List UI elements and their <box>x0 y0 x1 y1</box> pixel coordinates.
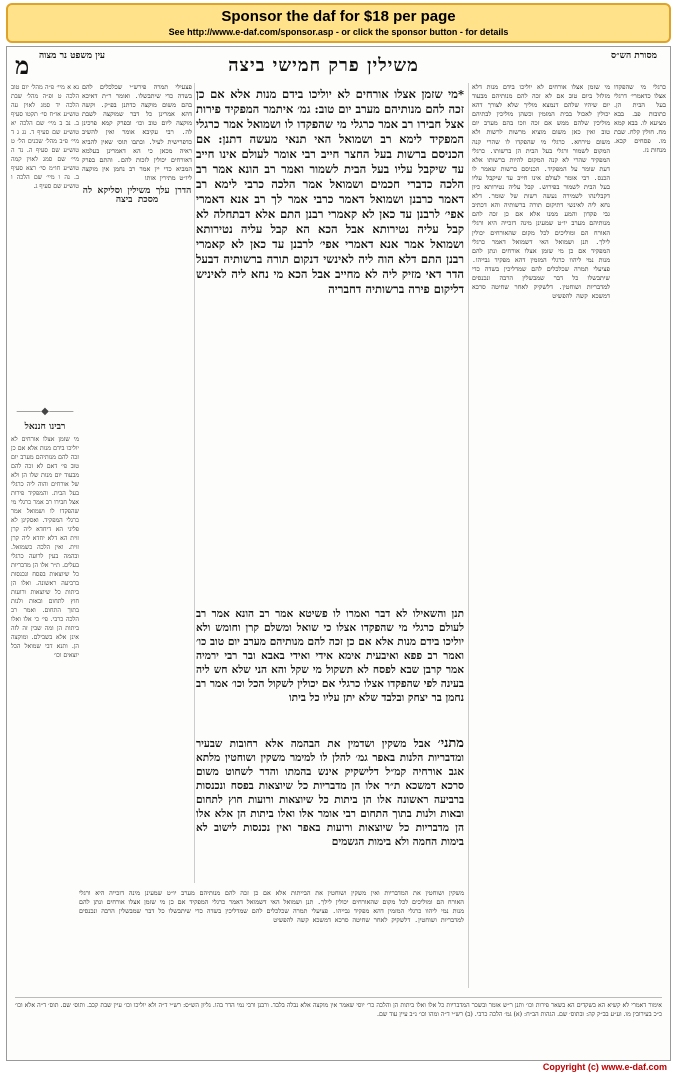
folio-letter: מ <box>15 51 30 80</box>
ornament-divider: ⸻◆⸻ <box>16 406 74 417</box>
bottom-notes <box>15 997 662 1057</box>
running-title: משילין פרק חמישי ביצה <box>228 55 419 76</box>
rabbeinu-chananel-column <box>11 419 79 989</box>
page-header <box>7 51 670 80</box>
lower-commentary-text: אלא אם כן זכה להם מנותיהם מערב יו״ט שמעינן מינה דזכייה היא ורגלי האורח הם ומוליכים לכל מקום שהאורחים יכולין לילך. תנן ושמואל האי דשמואל דאמר כרגלי המפקיד אם כן מי שזמן אצלו אורחים ונתן להם מנות נמי ליהוו כרגלי המזמין דהא מפקיד גבייהו. פציעלי תמרה שכלכלים להם שמדליכין בשדה כדי שיתבשלו כל דבר שמבשלין הרבה ונכנסים למדבריות ושוחטין. דלשקיק לאחר שחיטה סרכא דמשכא קשה להפשיט <box>79 889 464 925</box>
sponsor-banner-title[interactable]: Sponsor the daf for $18 per page <box>221 8 456 25</box>
rabbeinu-chananel-heading: רבינו חננאל <box>24 422 66 432</box>
hadran-line: הדרן עלך משילין וסליקא לה מסכת ביצה <box>82 186 192 206</box>
gemara-text-part-2: תנן והשאילו לא דבר ואמרו לו פשיטא אמר רב הונא אמר רב לעולם כרגלי מי שהפקדו אצלו כי שואל ומשלם קרן וחומש ולא יוליכו בידם מנות אלא אם כן זכה להם מנותיהם מערב יום טוב כו׳ ואמר רב פפא ואיבעית אימא אידי ואידי באבא ובר רבי ירמיה אמר קרבן שבא לפסח לא תשקול מי שקל והא הני שלא חש ליה בעינה לפי שהפקדו אצלו כרגלי אם יכולין לשקול הכל וכו׳ אמר רב נחמן בר יצחק ובלבד שלא יתן עליו כל ביתו <box>196 608 464 704</box>
sponsor-banner-subtitle[interactable]: See http://www.e-daf.com/sponsor.asp - or click the sponsor button - for details <box>168 27 509 37</box>
rashi-text: מי שזמן אצלו אורחים לא יוליכו בידם מנות דלא מזלזל ביום טוב אם לא זכה להם מנותיהם מבעוד יום שיהיו שלהם דנמצא מוליך שלא לצורך דהא יכולין לאכול בבית המזמין וכשהן מוליכין לבתיהם מוליכין שלהם ממש אם זכה וזכו בהם מערב יום טוב ואין כאן משום מוציא מרשות לרשות ולא משום טירחא. כרגלי מי שהפקדו לו שהרי קנה המקום לשמור ורגלי בעל הבית הן ברשותו. כרגלי המפקיד שהרי לא קנה המקום להיות ברשותו אלא דעת שומר על המפקיד. הכניסם ברשות שאמר לו הכנס. רבי אומר לעולם אינו חייב עד שיקבל עליו בעל הבית לשמור בפירוש. קבל עליה נטירותא כיון דקבלינהו לשמירה נעשה רשות של שומר. דלא נחא ליה לאינשי דתיקום תורה ברשותיה והא דכתיב גבי פקדון והמע ממנו <box>472 83 610 219</box>
copyright-link[interactable]: Copyright (c) www.e-daf.com <box>542 1062 667 1072</box>
mesoret-hashas-column <box>614 83 666 983</box>
rabbeinu-chananel-text: מי שזמן אצלו אורחים לא יוליכו בידם מנות אלא אם כן זכה להם מנותיהם מערב יום טוב פי׳ דאם לא זכה להם מבעוד יום מנות שלו הן ולא של אורחים והוה ליה כרגלי בעל הבית. והמפקיד פירות אצל חבירו רב אמר כרגלי מי שהפקדו לו ושמואל אמר כרגלי המפקיד. ואסקינן לא פליגי הא דיחדא ליה קרן זוית הא דלא יחדא ליה קרן זוית. ואין הלכה כשמואל. ובהמה בעין לרועה כרגלי בעלים. ת״ר אלו הן מדבריות כל שיוצאות בפסח ונכנסות ברביעה ראשונה. ואלו הן ביתות כל שיוצאות ורועות חוץ לתחום ובאות ולנות בתוך התחום. ואמר רב הלכה כרבי. פי׳ כי אלו ואלו ביתות הן ומה שבין זה לזה אינן אלא בשבילם. ומוקצה הן. ותנא דבי שמואל הכל יוצאים וכו׳ <box>11 436 79 659</box>
tosafot-column <box>82 83 192 573</box>
lower-commentary <box>79 889 464 989</box>
rashi-column <box>472 83 610 988</box>
gemara-text-part-1: *מי שזמן אצלו אורחים לא יוליכו בידם מנות אלא אם כן זכה להם מנותיהם מערב יום טוב: גמ׳ איתמר המפקיד פירות אצל חבירו רב אמר כרגלי מי שהפקדו לו ושמואל אמר כרגלי המפקיד לימא רב ושמואל האי תנאי מעשה דתנן: אם הכניסם ברשות בעל החצר חייב רבי אומר לעולם אינו חייב עד שיקבל עליו בעל הבית לשמור ואמר רב הונא אמר רב הלכה כדברי חכמים ושמואל אמר הלכה כרבי לימא רב דאמר כרבנן ושמואל דאמר כרבי אמר לך רב אנא דאמרי אפי׳ לרבנן עד כאן לא קאמרי רבנן התם אלא דבתחלה לא קבל עליה נטירותא אבל הכא הא קבל עליה נטירותא ושמואל אמר אנא דאמרי אפי׳ לרבנן עד כאן לא קאמרי רבנן התם דלא הוה ליה לאינשי דנקום תורה ברשותיה דבעל הדר דאי מזיק ליה לא מחייב אבל הכא מי נחא ליה לאיניש דליקום פירה ברשותיה דחבריה <box>196 87 464 296</box>
mesoret-hashas-text: כרגלי מי שהפקדו אצלו כדאמרי׳ דרגלי בעל הבית הן. כתובות פב. בבא מציעא לו. בבא קמא מח. חולין קלח. שבת מו. פסחים קכא. מנחות נז. <box>614 83 666 154</box>
talmud-page <box>6 46 671 1061</box>
ein-mishpat-label: עין משפט נר מצוה <box>38 51 106 61</box>
ein-mishpat-column <box>11 83 79 403</box>
gemara-mishna-next <box>196 737 464 887</box>
tosafot-text: פצעילי תמרה פירש״י שכלכלים להם בשדה כדי שיתבשלו. ואומר ר״ת דאיכא בהם משום מוקצה כדתנן בפ״ק. וקשה דהא אמרינן כל דבר שמוקצה לשבת מוקצה ליום טוב וכו׳ ובפרק קמא פרכינן לה. רבי עקיבא אומר ואין להשיב כדפרישית לעיל. וכתבו תוס׳ שאין להביא ראיה מכאן כי הא דאמרינן בעלמא דאורחים יכולין לזכות להם. והתם בפרק המביא כדי יין אמר רב נחמן אין מוקצה ליו״ט מתירין אותו <box>82 83 192 182</box>
rashi-text-continued: אלא אם כן זכה להם מנותיהם מערב יו״ט שמעינן מינה דזכייה היא ורגלי האורח הם ומוליכים לכל מקום שהאורחים יכולין לילך. תנן ושמואל האי דשמואל דאמר כרגלי המפקיד אם כן מי שזמן אצלו אורחים ונתן להם מנות נמי ליהוו כרגלי המזמין דהא מפקיד גבייהו. פציעלי תמרה שכלכלים להם שמדליכין בשדה כדי שיתבשלו כל דבר שמבשלין הרבה ונכנסים למדבריות ושוחטין. דלשקיק לאחר שחיטה סרכא דמשכא קשה להפשיט <box>472 210 610 301</box>
gemara-main-text <box>196 87 464 607</box>
mishna-tag: מתני׳ <box>437 737 464 751</box>
bottom-notes-text: אימור דאמרי לא קשיא הא בשקדים הא בשאר פירות וכו׳ ותנן ר״ש אומר ובשכר המדבריות כל אלו ואלו ביתות הן והלכה כר׳ יוסי שאמר אין מוקצה אלא נבלה בלבד. ורבנן ורבי נמי הדר בהו. גליון הש״ס: רש״י ד״ה ולא יוליכו וכו׳ עיין שבת קכב. ותוס׳ שם. תוס׳ ד״ה אלא וכו׳ כ״כ בעירובין מו. וע״ע בב״ק קה: ובתוס׳ שם. הגהות הב״ח: (א) גמ׳ הלכה כרבי. (ב) רש״י ד״ה ומהו וכו׳ נ״ב עיין עוד שם. <box>15 1002 662 1018</box>
gemara-continuation <box>196 607 464 737</box>
ein-mishpat-text: נא א מיי׳ פ״ה מהל׳ יום טוב הלכה ט ופ״ה מהל׳ שבת הלכה יד סמג לאוין עה טוש״ע או״ח סי׳ תקטו סעיף ב. נב ב מיי׳ שם הלכה יא טוש״ע שם סעיף ד. נג ג ד מיי׳ פ״ב מהל׳ שכנים הל׳ ט טוש״ע שם סעיף ה. נד ה מיי׳ שם סמג לאוין קמה טוש״ע חו״מ סי׳ רצא סעיף ב. נה ו מיי׳ שם הלכה ו טוש״ע שם סעיף ג. <box>11 84 79 190</box>
mesoret-hashas-label: מסורת הש״ס <box>611 51 657 61</box>
sponsor-banner[interactable] <box>6 3 671 43</box>
lower-matnitin-text: משקין ושוחטין את המדבריות ואין משקין ושוחטין את הבייתות <box>290 889 464 897</box>
gemara-text-part-3: אבל משקין ושדמין את הבהמה אלא רחובות שבעיר ומדבריות הלנות באפר גמ׳ להלן לו למימר משקין ושוחטין מלתא אגב אורחיה קמ״ל דלישקיק אינש בהמתו והדר לשחוט משום סרכא דמשכא ת״ר אלו הן מדבריות כל שיוצאות בפסח ונכנסות ברביעה ראשונה אלו הן ביתות כל שיוצאות ורועות חוץ לתחום ובאות ולנות בתוך התחום רבי אומר אלו ואלו ביתות הן אלא אלו הן מדבריות כל שיוצאות ורועות באפר ואין נכנסות לישוב לא בימות החמה ולא בימות הגשמים <box>196 738 464 848</box>
